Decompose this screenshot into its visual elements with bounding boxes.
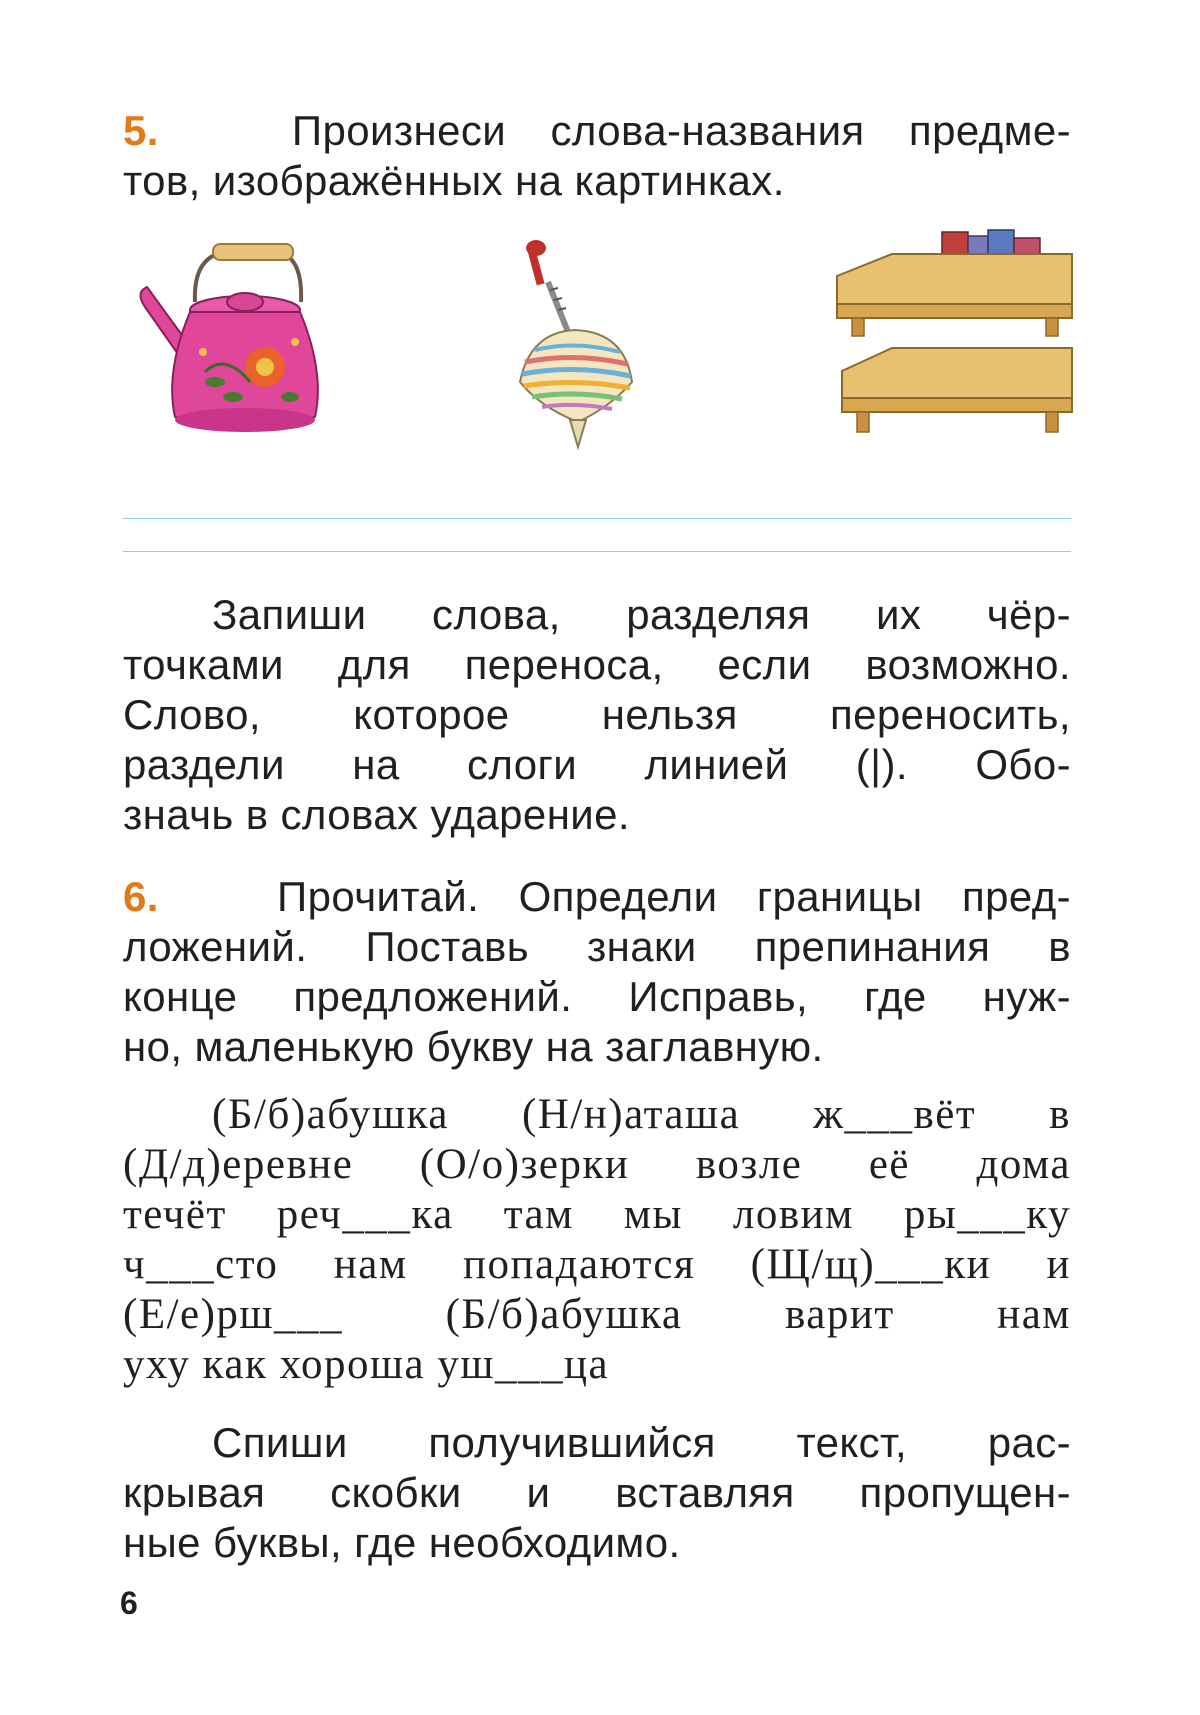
exercise-text: [123, 1090, 1071, 1390]
task-6-line: ложений. Поставь знаки препинания в: [123, 923, 1071, 970]
exercise-line: (Б/б)абушка (Н/н)аташа ж___вёт в: [212, 1091, 1071, 1138]
instruction-line: крывая скобки и вставляя пропущен-: [123, 1469, 1071, 1516]
task-number: 6.: [123, 873, 159, 920]
task-6-line-1: [123, 872, 1071, 922]
task-5-line-1: [123, 106, 1071, 156]
page-number: 6: [120, 1585, 138, 1621]
teapot-icon: [125, 232, 330, 452]
task-6-line: но, маленькую букву на заглавную.: [123, 1023, 824, 1070]
exercise-line: (Е/е)рш___ (Б/б)абушка варит нам: [123, 1291, 1071, 1338]
task-text: Произнеси слова-названия предме-: [291, 107, 1071, 154]
task-6-instruction: [123, 1418, 1071, 1568]
exercise-line: ч___сто нам попадаются (Щ/щ)___ки и: [123, 1241, 1071, 1288]
writing-line: [123, 518, 1071, 519]
instruction-line: Слово, которое нельзя переносить,: [123, 691, 1071, 738]
instruction-line: ные буквы, где необходимо.: [123, 1519, 681, 1566]
instruction-line: Спиши получившийся текст, рас-: [212, 1419, 1071, 1466]
bookshelf-icon: [832, 226, 1077, 461]
task-6: [123, 872, 1071, 1072]
instruction-line: значь в словах ударение.: [123, 791, 630, 838]
instruction-line: точками для переноса, если возможно.: [123, 641, 1071, 688]
task-number: 5.: [123, 107, 159, 154]
instruction-line: раздели на слоги линией (|). Обо-: [123, 741, 1071, 788]
task-text: Прочитай. Определи границы пред-: [277, 873, 1071, 920]
task-5: [123, 106, 1071, 206]
instruction-line: Запиши слова, разделяя их чёр-: [212, 591, 1071, 638]
writing-line: [123, 551, 1071, 552]
task-6-line: конце предложений. Исправь, где нуж-: [123, 973, 1071, 1020]
exercise-line: течёт реч___ка там мы ловим ры___ку: [123, 1191, 1071, 1238]
spinning-top-icon: [510, 232, 640, 457]
task-5-instruction: [123, 590, 1071, 840]
task-5-line-2: тов, изображённых на картинках.: [123, 157, 785, 204]
exercise-line: (Д/д)еревне (О/о)зерки возле её дома: [123, 1141, 1071, 1188]
exercise-line: уху как хороша уш___ца: [123, 1341, 610, 1388]
